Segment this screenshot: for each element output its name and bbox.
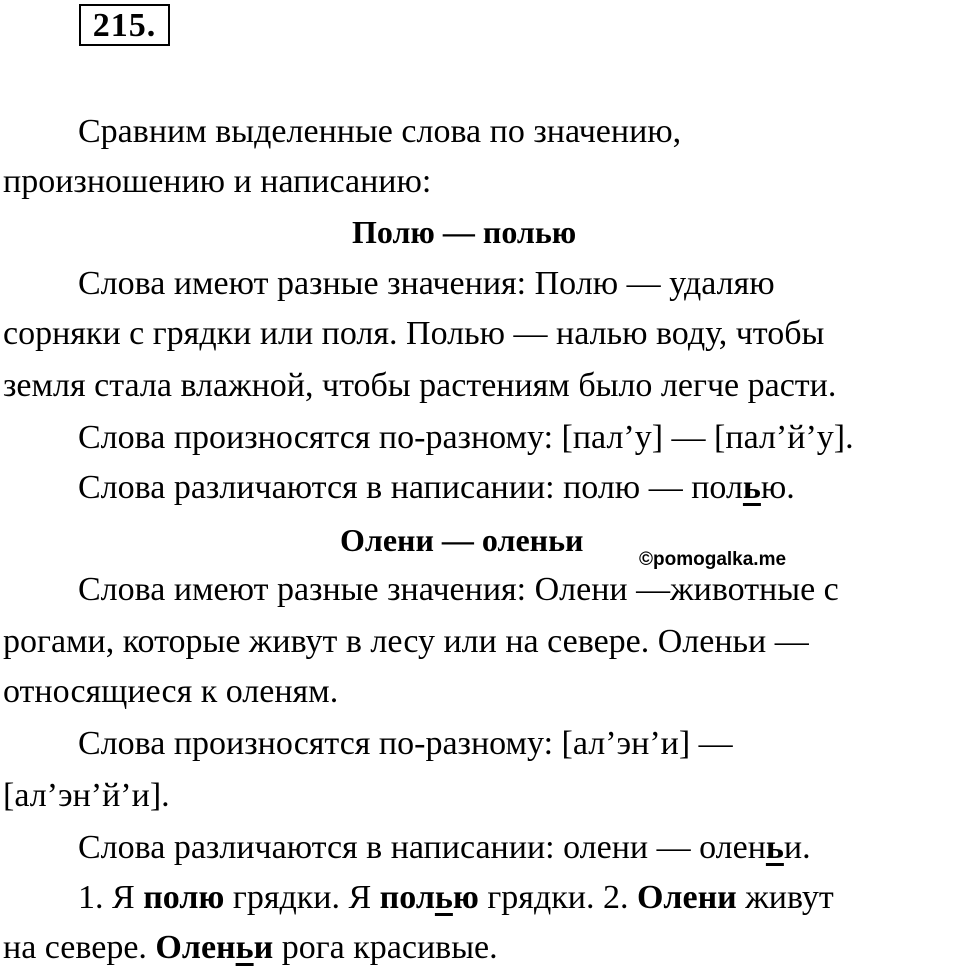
pair1-meaning-line-1: Слова имеют разные значения: Полю — удаляю <box>78 265 775 302</box>
pair1-spelling <box>78 468 795 508</box>
sentence-text: живут <box>736 879 834 916</box>
pair1-heading: Полю — полью <box>352 214 577 250</box>
sentence-text: на севере. <box>3 929 156 966</box>
sentence-word-bold: полю <box>143 879 225 916</box>
pair2-spelling-end: и. <box>783 829 811 866</box>
pair2-spelling <box>78 828 811 868</box>
sentence-text: грядки. 2. <box>478 879 637 916</box>
sentence-text: грядки. Я <box>224 879 380 916</box>
sentence-word-bold: полью <box>379 879 479 916</box>
pair1-spelling-text: Слова различаются в написании: полю — пол <box>78 469 743 506</box>
pair2-heading: Олени — оленьи <box>340 522 584 558</box>
pair2-meaning-line-3: относящиеся к оленям. <box>3 673 339 710</box>
pair1-spelling-mark: ь <box>742 469 761 506</box>
pair1-pronunciation: Слова произносятся по-разному: [пал’у] — [пал’й’у]. <box>78 419 854 456</box>
sentence-text: рога красивые. <box>273 929 498 966</box>
watermark: ©pomogalka.me <box>639 549 787 570</box>
pair2-meaning-line-1: Слова имеют разные значения: Олени —животные с <box>78 571 839 608</box>
pair2-pronunciation-line-2: [ал’эн’й’и]. <box>3 777 170 814</box>
pair1-spelling-end: ю. <box>760 469 795 506</box>
pair2-spelling-text: Слова различаются в написании: олени — олен <box>78 829 766 866</box>
exercise-number: 215. <box>79 4 170 46</box>
pair2-meaning-line-2: рогами, которые живут в лесу или на севере. Оленьи — <box>3 623 809 660</box>
sentence-text: 1. Я <box>78 879 144 916</box>
pair1-meaning-line-3: земля стала влажной, чтобы растениям было легче расти. <box>3 367 837 404</box>
pair1-meaning-line-2: сорняки с грядки или поля. Полью — налью воду, чтобы <box>3 315 825 352</box>
sentence-word-mark: ь <box>434 879 453 916</box>
sentence-word-bold: Олени <box>636 879 737 916</box>
pair2-spelling-mark: ь <box>765 829 784 866</box>
sentences-line-2 <box>3 928 498 968</box>
pair2-pronunciation-line-1: Слова произносятся по-разному: [ал’эн’и] — <box>78 725 733 762</box>
sentence-word-mark: ь <box>235 929 254 966</box>
sentences-line-1 <box>78 878 834 918</box>
sentence-word-bold: Оленьи <box>155 929 274 966</box>
intro-line-1: Сравним выделенные слова по значению, <box>78 113 682 150</box>
intro-line-2: произношению и написанию: <box>3 163 432 200</box>
